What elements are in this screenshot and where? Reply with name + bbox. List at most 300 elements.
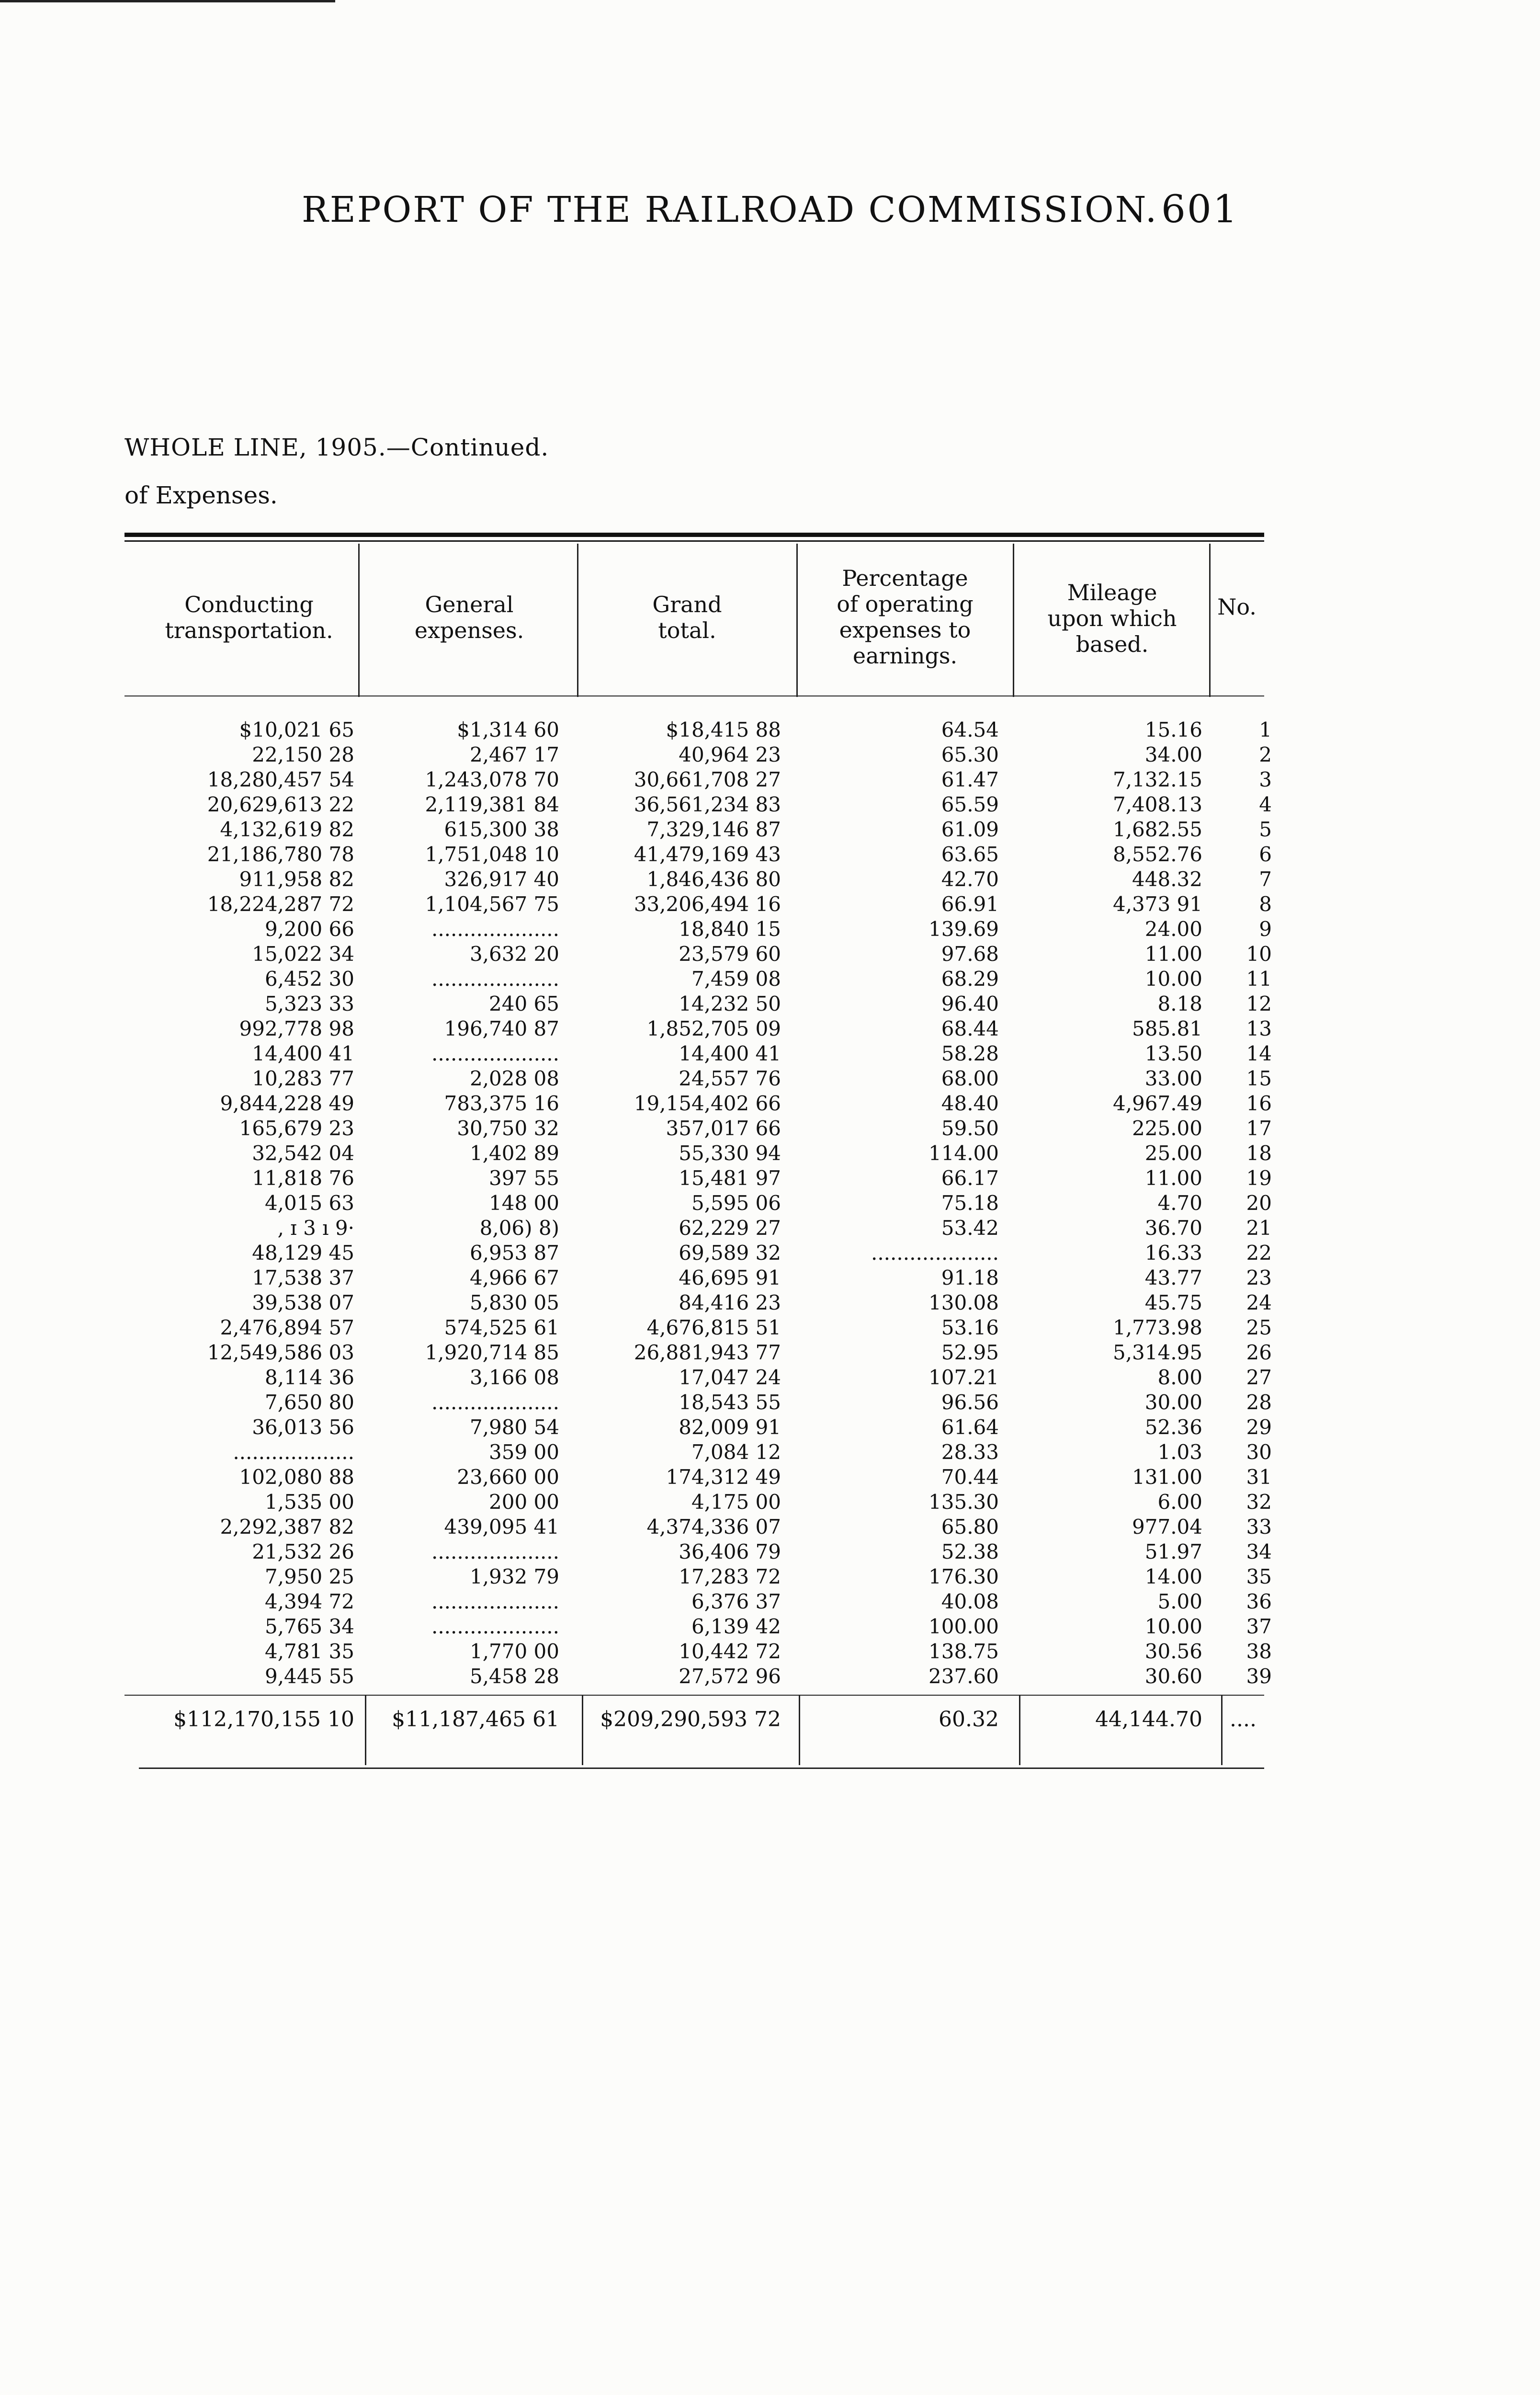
- column-header-no: No.: [1217, 594, 1257, 620]
- cell-mileage: 225.00: [1132, 1117, 1202, 1140]
- cell-general: $1,314 60: [457, 718, 559, 741]
- cell-mileage: 977.04: [1132, 1515, 1202, 1539]
- cell-grand: 5,595 06: [691, 1191, 781, 1215]
- cell-grand: 46,695 91: [679, 1266, 781, 1289]
- cell-general: 615,300 38: [444, 818, 559, 841]
- cell-row-number: 23: [1246, 1266, 1272, 1289]
- cell-percentage: 66.91: [941, 892, 999, 916]
- cell-mileage: 448.32: [1132, 867, 1202, 891]
- table-row: [0, 1465, 1540, 1490]
- cell-percentage: 91.18: [941, 1266, 999, 1289]
- cell-conducting: ...................: [233, 1440, 354, 1464]
- column-header-general: General expenses.: [414, 592, 524, 643]
- total-grand: $209,290,593 72: [600, 1707, 781, 1732]
- cell-grand: 14,400 41: [679, 1042, 781, 1065]
- cell-conducting: 14,400 41: [252, 1042, 354, 1065]
- cell-mileage: 8,552.76: [1112, 843, 1202, 866]
- cell-row-number: 34: [1246, 1540, 1272, 1563]
- cell-grand: 26,881,943 77: [634, 1341, 781, 1364]
- cell-percentage: 135.30: [929, 1490, 999, 1514]
- cell-grand: 7,084 12: [691, 1440, 781, 1464]
- cell-percentage: 96.40: [941, 992, 999, 1015]
- cell-percentage: 66.17: [941, 1166, 999, 1190]
- cell-percentage: 61.47: [941, 768, 999, 791]
- cell-percentage: 40.08: [941, 1590, 999, 1613]
- table-row: [0, 1041, 1540, 1066]
- cell-conducting: 21,532 26: [252, 1540, 354, 1563]
- cell-mileage: 7,132.15: [1112, 768, 1202, 791]
- page-number: 601: [1161, 187, 1239, 231]
- cell-general: ....................: [431, 967, 559, 991]
- table-row: [0, 1166, 1540, 1191]
- cell-general: 4,966 67: [469, 1266, 559, 1289]
- table-row: [0, 1066, 1540, 1091]
- cell-grand: 4,374,336 07: [646, 1515, 781, 1539]
- table-row: [0, 1191, 1540, 1216]
- cell-percentage: 59.50: [941, 1117, 999, 1140]
- cell-percentage: 52.95: [941, 1341, 999, 1364]
- cell-row-number: 35: [1246, 1565, 1272, 1588]
- table-row: [0, 792, 1540, 817]
- cell-general: 397 55: [489, 1166, 559, 1190]
- cell-grand: 19,154,402 66: [634, 1092, 781, 1115]
- cell-general: 148 00: [489, 1191, 559, 1215]
- cell-conducting: 17,538 37: [252, 1266, 354, 1289]
- cell-mileage: 15.16: [1144, 718, 1202, 741]
- cell-row-number: 32: [1246, 1490, 1272, 1514]
- cell-mileage: 7,408.13: [1112, 793, 1202, 816]
- cell-mileage: 34.00: [1144, 743, 1202, 766]
- cell-row-number: 1: [1259, 718, 1272, 741]
- cell-row-number: 4: [1259, 793, 1272, 816]
- cell-grand: 4,175 00: [691, 1490, 781, 1514]
- table-row: [0, 1290, 1540, 1315]
- cell-grand: 69,589 32: [679, 1241, 781, 1265]
- cell-grand: 14,232 50: [679, 992, 781, 1015]
- cell-row-number: 38: [1246, 1640, 1272, 1663]
- table-row: [0, 1564, 1540, 1589]
- cell-percentage: 65.59: [941, 793, 999, 816]
- cell-mileage: 131.00: [1132, 1465, 1202, 1489]
- cell-percentage: 65.30: [941, 743, 999, 766]
- cell-conducting: 18,280,457 54: [207, 768, 354, 791]
- cell-row-number: 28: [1246, 1391, 1272, 1414]
- cell-grand: 23,579 60: [679, 942, 781, 966]
- table-row: [0, 1589, 1540, 1614]
- cell-mileage: 16.33: [1144, 1241, 1202, 1265]
- cell-percentage: 63.65: [941, 843, 999, 866]
- table-top-rule: [125, 533, 1264, 537]
- table-row: [0, 1116, 1540, 1141]
- cell-row-number: 36: [1246, 1590, 1272, 1613]
- table-subtitle: WHOLE LINE, 1905.—Continued.: [125, 433, 549, 461]
- cell-percentage: 114.00: [929, 1141, 999, 1165]
- cell-mileage: 8.18: [1157, 992, 1202, 1015]
- totals-top-rule: [125, 1695, 1264, 1696]
- cell-grand: 36,406 79: [679, 1540, 781, 1563]
- cell-grand: 18,543 55: [679, 1391, 781, 1414]
- cell-percentage: 53.42: [941, 1216, 999, 1240]
- cell-mileage: 10.00: [1144, 1615, 1202, 1638]
- cell-general: 5,458 28: [469, 1665, 559, 1688]
- cell-general: 326,917 40: [444, 867, 559, 891]
- cell-general: 196,740 87: [444, 1017, 559, 1040]
- column-divider: [358, 544, 360, 697]
- cell-general: 2,467 17: [469, 743, 559, 766]
- cell-conducting: 102,080 88: [239, 1465, 354, 1489]
- cell-row-number: 9: [1259, 917, 1272, 941]
- table-row: [0, 1540, 1540, 1564]
- cell-general: ....................: [431, 1615, 559, 1638]
- cell-conducting: 4,394 72: [264, 1590, 354, 1613]
- column-divider: [577, 544, 578, 697]
- cell-percentage: 64.54: [941, 718, 999, 741]
- cell-percentage: 53.16: [941, 1316, 999, 1339]
- cell-grand: 4,676,815 51: [646, 1316, 781, 1339]
- cell-mileage: 1.03: [1157, 1440, 1202, 1464]
- table-row: [0, 1490, 1540, 1515]
- table-row: [0, 1266, 1540, 1290]
- cell-grand: 55,330 94: [679, 1141, 781, 1165]
- top-edge-rule: [0, 0, 335, 2]
- cell-row-number: 30: [1246, 1440, 1272, 1464]
- cell-general: ....................: [431, 1540, 559, 1563]
- column-header-conducting: Conducting transportation.: [165, 592, 333, 643]
- table-row: [0, 967, 1540, 992]
- cell-conducting: 39,538 07: [252, 1291, 354, 1314]
- cell-row-number: 18: [1246, 1141, 1272, 1165]
- cell-percentage: 96.56: [941, 1391, 999, 1414]
- cell-conducting: 10,283 77: [252, 1067, 354, 1090]
- cell-row-number: 39: [1246, 1665, 1272, 1688]
- cell-conducting: 20,629,613 22: [207, 793, 354, 816]
- cell-general: 2,028 08: [469, 1067, 559, 1090]
- table-row: [0, 1390, 1540, 1415]
- cell-mileage: 4,373 91: [1112, 892, 1202, 916]
- table-bottom-rule: [139, 1768, 1264, 1769]
- cell-row-number: 24: [1246, 1291, 1272, 1314]
- cell-row-number: 12: [1246, 992, 1272, 1015]
- table-row: [0, 1340, 1540, 1365]
- cell-conducting: 4,132,619 82: [220, 818, 354, 841]
- column-header-percentage: Percentage of operating expenses to earnings.: [837, 565, 974, 669]
- cell-row-number: 33: [1246, 1515, 1272, 1539]
- cell-general: ....................: [431, 1590, 559, 1613]
- table-row: [0, 917, 1540, 942]
- cell-conducting: 9,445 55: [264, 1665, 354, 1688]
- cell-percentage: 68.29: [941, 967, 999, 991]
- cell-mileage: 11.00: [1144, 942, 1202, 966]
- cell-mileage: 36.70: [1144, 1216, 1202, 1240]
- cell-grand: 41,479,169 43: [634, 843, 781, 866]
- cell-grand: 6,139 42: [691, 1615, 781, 1638]
- cell-row-number: 25: [1246, 1316, 1272, 1339]
- cell-grand: 17,047 24: [679, 1366, 781, 1389]
- cell-conducting: 15,022 34: [252, 942, 354, 966]
- cell-grand: 7,329,146 87: [646, 818, 781, 841]
- cell-grand: 1,846,436 80: [646, 867, 781, 891]
- cell-general: 30,750 32: [457, 1117, 559, 1140]
- cell-grand: 10,442 72: [679, 1640, 781, 1663]
- cell-percentage: 130.08: [929, 1291, 999, 1314]
- cell-mileage: 4.70: [1157, 1191, 1202, 1215]
- table-row: [0, 867, 1540, 892]
- cell-conducting: 5,323 33: [264, 992, 354, 1015]
- cell-row-number: 10: [1246, 942, 1272, 966]
- cell-general: 1,932 79: [469, 1565, 559, 1588]
- cell-percentage: 237.60: [929, 1665, 999, 1688]
- cell-row-number: 19: [1246, 1166, 1272, 1190]
- cell-row-number: 16: [1246, 1092, 1272, 1115]
- cell-mileage: 51.97: [1144, 1540, 1202, 1563]
- cell-row-number: 27: [1246, 1366, 1272, 1389]
- cell-general: 439,095 41: [444, 1515, 559, 1539]
- cell-row-number: 22: [1246, 1241, 1272, 1265]
- cell-conducting: 4,781 35: [264, 1640, 354, 1663]
- table-row: [0, 1515, 1540, 1540]
- cell-row-number: 17: [1246, 1117, 1272, 1140]
- cell-conducting: 7,650 80: [264, 1391, 354, 1414]
- cell-grand: 62,229 27: [679, 1216, 781, 1240]
- cell-grand: 7,459 08: [691, 967, 781, 991]
- table-row: [0, 942, 1540, 967]
- table-row: [0, 992, 1540, 1016]
- cell-grand: 18,840 15: [679, 917, 781, 941]
- cell-row-number: 29: [1246, 1415, 1272, 1439]
- cell-grand: 27,572 96: [679, 1665, 781, 1688]
- cell-general: 1,770 00: [469, 1640, 559, 1663]
- cell-grand: 17,283 72: [679, 1565, 781, 1588]
- cell-grand: 357,017 66: [666, 1117, 781, 1140]
- cell-row-number: 2: [1259, 743, 1272, 766]
- cell-row-number: 37: [1246, 1615, 1272, 1638]
- cell-conducting: 32,542 04: [252, 1141, 354, 1165]
- cell-conducting: 48,129 45: [252, 1241, 354, 1265]
- cell-mileage: 1,682.55: [1112, 818, 1202, 841]
- cell-conducting: 9,200 66: [264, 917, 354, 941]
- cell-general: 200 00: [489, 1490, 559, 1514]
- cell-mileage: 5,314.95: [1112, 1341, 1202, 1364]
- cell-conducting: 7,950 25: [264, 1565, 354, 1588]
- cell-percentage: 100.00: [929, 1615, 999, 1638]
- total-percentage: 60.32: [939, 1707, 999, 1732]
- cell-general: 1,104,567 75: [425, 892, 559, 916]
- table-row: [0, 892, 1540, 917]
- cell-conducting: 22,150 28: [252, 743, 354, 766]
- cell-percentage: 28.33: [941, 1440, 999, 1464]
- cell-percentage: 107.21: [929, 1366, 999, 1389]
- cell-row-number: 6: [1259, 843, 1272, 866]
- cell-general: 1,751,048 10: [425, 843, 559, 866]
- table-row: [0, 1415, 1540, 1440]
- table-row: [0, 1091, 1540, 1116]
- cell-general: ....................: [431, 1042, 559, 1065]
- cell-mileage: 24.00: [1144, 917, 1202, 941]
- cell-row-number: 11: [1246, 967, 1272, 991]
- cell-percentage: 70.44: [941, 1465, 999, 1489]
- cell-conducting: 911,958 82: [239, 867, 354, 891]
- table-row: [0, 1664, 1540, 1689]
- total-no: ....: [1230, 1707, 1257, 1732]
- table-row: [0, 842, 1540, 867]
- cell-conducting: 12,549,586 03: [207, 1341, 354, 1364]
- cell-percentage: 68.00: [941, 1067, 999, 1090]
- cell-conducting: 992,778 98: [239, 1017, 354, 1040]
- table-row: [0, 1241, 1540, 1266]
- cell-conducting: 9,844,228 49: [220, 1092, 354, 1115]
- table-row: [0, 1315, 1540, 1340]
- cell-general: 8,06) 8): [479, 1216, 559, 1240]
- cell-percentage: ....................: [871, 1241, 999, 1265]
- cell-mileage: 6.00: [1157, 1490, 1202, 1514]
- table-row: [0, 718, 1540, 742]
- table-row: [0, 1639, 1540, 1664]
- cell-mileage: 14.00: [1144, 1565, 1202, 1588]
- cell-mileage: 33.00: [1144, 1067, 1202, 1090]
- cell-row-number: 13: [1246, 1017, 1272, 1040]
- cell-conducting: 18,224,287 72: [207, 892, 354, 916]
- cell-percentage: 139.69: [929, 917, 999, 941]
- table-row: [0, 1141, 1540, 1166]
- cell-mileage: 8.00: [1157, 1366, 1202, 1389]
- table-row: [0, 767, 1540, 792]
- cell-grand: 40,964 23: [679, 743, 781, 766]
- cell-general: 2,119,381 84: [425, 793, 559, 816]
- table-top-rule-thin: [125, 540, 1264, 542]
- cell-row-number: 8: [1259, 892, 1272, 916]
- cell-row-number: 20: [1246, 1191, 1272, 1215]
- cell-row-number: 7: [1259, 867, 1272, 891]
- cell-general: 574,525 61: [444, 1316, 559, 1339]
- cell-conducting: 8,114 36: [264, 1366, 354, 1389]
- cell-mileage: 25.00: [1144, 1141, 1202, 1165]
- table-row: [0, 817, 1540, 842]
- cell-percentage: 97.68: [941, 942, 999, 966]
- cell-percentage: 61.09: [941, 818, 999, 841]
- cell-mileage: 30.00: [1144, 1391, 1202, 1414]
- cell-mileage: 4,967.49: [1112, 1092, 1202, 1115]
- cell-grand: 1,852,705 09: [646, 1017, 781, 1040]
- cell-percentage: 65.80: [941, 1515, 999, 1539]
- cell-mileage: 52.36: [1144, 1415, 1202, 1439]
- cell-conducting: 2,292,387 82: [220, 1515, 354, 1539]
- cell-percentage: 61.64: [941, 1415, 999, 1439]
- cell-percentage: 42.70: [941, 867, 999, 891]
- cell-row-number: 5: [1259, 818, 1272, 841]
- cell-row-number: 21: [1246, 1216, 1272, 1240]
- total-mileage: 44,144.70: [1095, 1707, 1202, 1732]
- cell-conducting: 36,013 56: [252, 1415, 354, 1439]
- cell-mileage: 45.75: [1144, 1291, 1202, 1314]
- cell-conducting: , ɪ 3 ı 9·: [277, 1216, 354, 1240]
- table-row: [0, 1016, 1540, 1041]
- column-header-grand: Grand total.: [652, 592, 722, 643]
- table-row: [0, 1216, 1540, 1241]
- cell-row-number: 3: [1259, 768, 1272, 791]
- cell-percentage: 68.44: [941, 1017, 999, 1040]
- cell-grand: 24,557 76: [679, 1067, 781, 1090]
- cell-grand: 84,416 23: [679, 1291, 781, 1314]
- cell-general: 1,402 89: [469, 1141, 559, 1165]
- cell-percentage: 52.38: [941, 1540, 999, 1563]
- cell-conducting: 6,452 30: [264, 967, 354, 991]
- cell-general: 783,375 16: [444, 1092, 559, 1115]
- column-divider: [1209, 544, 1211, 697]
- total-conducting: $112,170,155 10: [173, 1707, 354, 1732]
- cell-grand: $18,415 88: [666, 718, 781, 741]
- cell-general: 3,632 20: [469, 942, 559, 966]
- cell-mileage: 585.81: [1132, 1017, 1202, 1040]
- cell-general: 5,830 05: [469, 1291, 559, 1314]
- cell-general: 240 65: [489, 992, 559, 1015]
- cell-mileage: 1,773.98: [1112, 1316, 1202, 1339]
- cell-row-number: 14: [1246, 1042, 1272, 1065]
- totals-row: [0, 1705, 1540, 1734]
- cell-mileage: 10.00: [1144, 967, 1202, 991]
- cell-row-number: 15: [1246, 1067, 1272, 1090]
- table-row: [0, 1440, 1540, 1465]
- cell-percentage: 176.30: [929, 1565, 999, 1588]
- cell-grand: 30,661,708 27: [634, 768, 781, 791]
- cell-row-number: 26: [1246, 1341, 1272, 1364]
- cell-mileage: 13.50: [1144, 1042, 1202, 1065]
- table-section-label: of Expenses.: [125, 481, 278, 509]
- cell-conducting: 2,476,894 57: [220, 1316, 354, 1339]
- cell-conducting: 1,535 00: [264, 1490, 354, 1514]
- cell-mileage: 30.56: [1144, 1640, 1202, 1663]
- cell-general: 3,166 08: [469, 1366, 559, 1389]
- cell-mileage: 11.00: [1144, 1166, 1202, 1190]
- cell-grand: 33,206,494 16: [634, 892, 781, 916]
- cell-grand: 174,312 49: [666, 1465, 781, 1489]
- cell-percentage: 75.18: [941, 1191, 999, 1215]
- cell-mileage: 43.77: [1144, 1266, 1202, 1289]
- column-header-mileage: Mileage upon which based.: [1047, 580, 1177, 657]
- table-row: [0, 1365, 1540, 1390]
- cell-general: 359 00: [489, 1440, 559, 1464]
- cell-percentage: 138.75: [929, 1640, 999, 1663]
- cell-general: 23,660 00: [457, 1465, 559, 1489]
- cell-grand: 6,376 37: [691, 1590, 781, 1613]
- cell-grand: 15,481 97: [679, 1166, 781, 1190]
- cell-general: 1,243,078 70: [425, 768, 559, 791]
- cell-general: 6,953 87: [469, 1241, 559, 1265]
- table-row: [0, 1614, 1540, 1639]
- cell-general: ....................: [431, 917, 559, 941]
- cell-conducting: 4,015 63: [264, 1191, 354, 1215]
- cell-row-number: 31: [1246, 1465, 1272, 1489]
- cell-percentage: 58.28: [941, 1042, 999, 1065]
- cell-general: ....................: [431, 1391, 559, 1414]
- column-divider: [796, 544, 798, 697]
- cell-grand: 82,009 91: [679, 1415, 781, 1439]
- cell-grand: 36,561,234 83: [634, 793, 781, 816]
- cell-mileage: 5.00: [1157, 1590, 1202, 1613]
- cell-mileage: 30.60: [1144, 1665, 1202, 1688]
- cell-conducting: 165,679 23: [239, 1117, 354, 1140]
- column-divider: [1013, 544, 1014, 697]
- table-row: [0, 742, 1540, 767]
- cell-general: 7,980 54: [469, 1415, 559, 1439]
- cell-percentage: 48.40: [941, 1092, 999, 1115]
- page-title: REPORT OF THE RAILROAD COMMISSION.: [302, 189, 1158, 230]
- total-general: $11,187,465 61: [392, 1707, 559, 1732]
- cell-conducting: 11,818 76: [252, 1166, 354, 1190]
- cell-general: 1,920,714 85: [425, 1341, 559, 1364]
- cell-conducting: $10,021 65: [239, 718, 354, 741]
- cell-conducting: 21,186,780 78: [207, 843, 354, 866]
- cell-conducting: 5,765 34: [264, 1615, 354, 1638]
